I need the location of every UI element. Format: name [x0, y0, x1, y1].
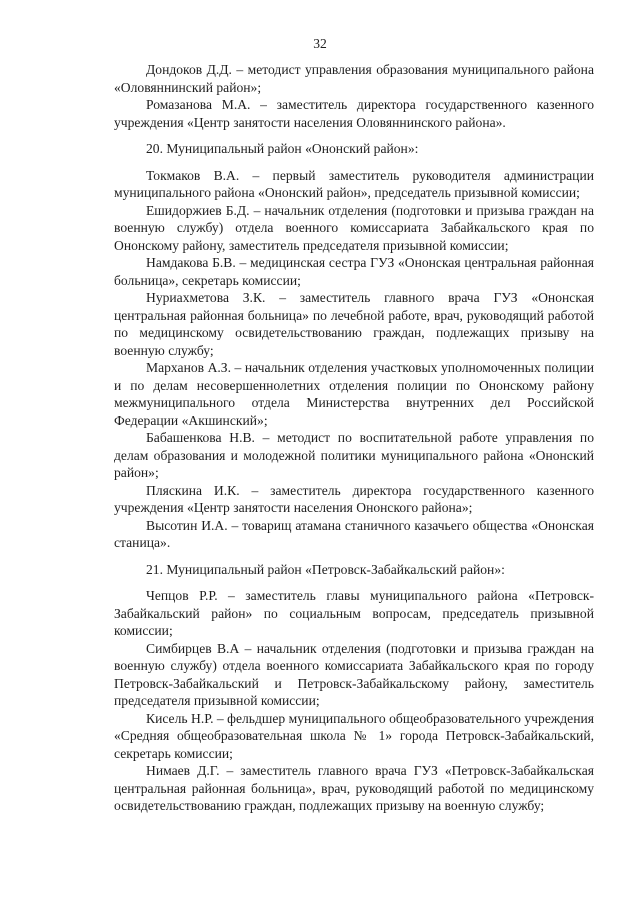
member-entry: Дондоков Д.Д. – методист управления образования муниципального района «Оловяннинский район»; [114, 62, 594, 95]
document-body [114, 61, 594, 815]
member-entry: Нуриахметова З.К. – заместитель главного врача ГУЗ «Ононская центральная районная больница» по лечебной работе, врач, руководящий работой по медицинскому освидетельствованию граждан, подлежащих призыву на военную службу; [114, 290, 594, 358]
member-entry: Токмаков В.А. – первый заместитель руководителя администрации муниципального района «Ононский район», председатель призывной комиссии; [114, 167, 594, 200]
member-entry: Симбирцев В.А – начальник отделения (подготовки и призыва граждан на военную службу) отдела военного комиссариата Забайкальского края по городу Петровск-Забайкальский и Петровск-Забайкальскому району, заместитель председателя призывной комиссии; [114, 640, 594, 708]
member-entry: Ешидоржиев Б.Д. – начальник отделения (подготовки и призыва граждан на военную службу) отдела военного комиссариата Забайкальского края по Ононскому району, заместитель председателя призывной комиссии; [114, 202, 594, 253]
member-entry: Чепцов Р.Р. – заместитель главы муниципального района «Петровск-Забайкальский район» по социальным вопросам, председатель призывной комиссии; [114, 588, 594, 638]
member-entry: Марханов А.З. – начальник отделения участковых уполномоченных полиции и по делам несовершеннолетних отделения полиции по Ононскому району межмуниципального отдела Министерства внутренних дел Российской Федерации «Акшинский»; [114, 360, 594, 428]
member-entry: Пляскина И.К. – заместитель директора государственного казенного учреждения «Центр занятости населения Ононского района»; [114, 482, 594, 515]
member-entry: Намдакова Б.В. – медицинская сестра ГУЗ «Ононская центральная районная больница», секретарь комиссии; [114, 255, 594, 288]
member-entry: Бабашенкова Н.В. – методист по воспитательной работе управления по делам образования и молодежной политики муниципального района «Ононский район»; [114, 430, 594, 480]
member-entry: Высотин И.А. – товарищ атамана станичного казачьего общества «Ононская станица». [114, 517, 594, 550]
member-entry: Кисель Н.Р. – фельдшер муниципального общеобразовательного учреждения «Средняя общеобразовательная школа № 1» города Петровск-Забайкальский, секретарь комиссии; [114, 710, 594, 761]
section-heading: 20. Муниципальный район «Ононский район»: [146, 141, 419, 156]
page-number: 32 [313, 36, 327, 51]
member-entry: Ромазанова М.А. – заместитель директора государственного казенного учреждения «Центр занятости населения Оловяннинского района». [114, 97, 594, 130]
section-heading: 21. Муниципальный район «Петровск-Забайкальский район»: [146, 561, 505, 577]
member-entry: Нимаев Д.Г. – заместитель главного врача ГУЗ «Петровск-Забайкальская центральная районная больница», врач, руководящий работой по медицинскому освидетельствованию граждан, подлежащих призыву на военную службу; [114, 763, 594, 813]
